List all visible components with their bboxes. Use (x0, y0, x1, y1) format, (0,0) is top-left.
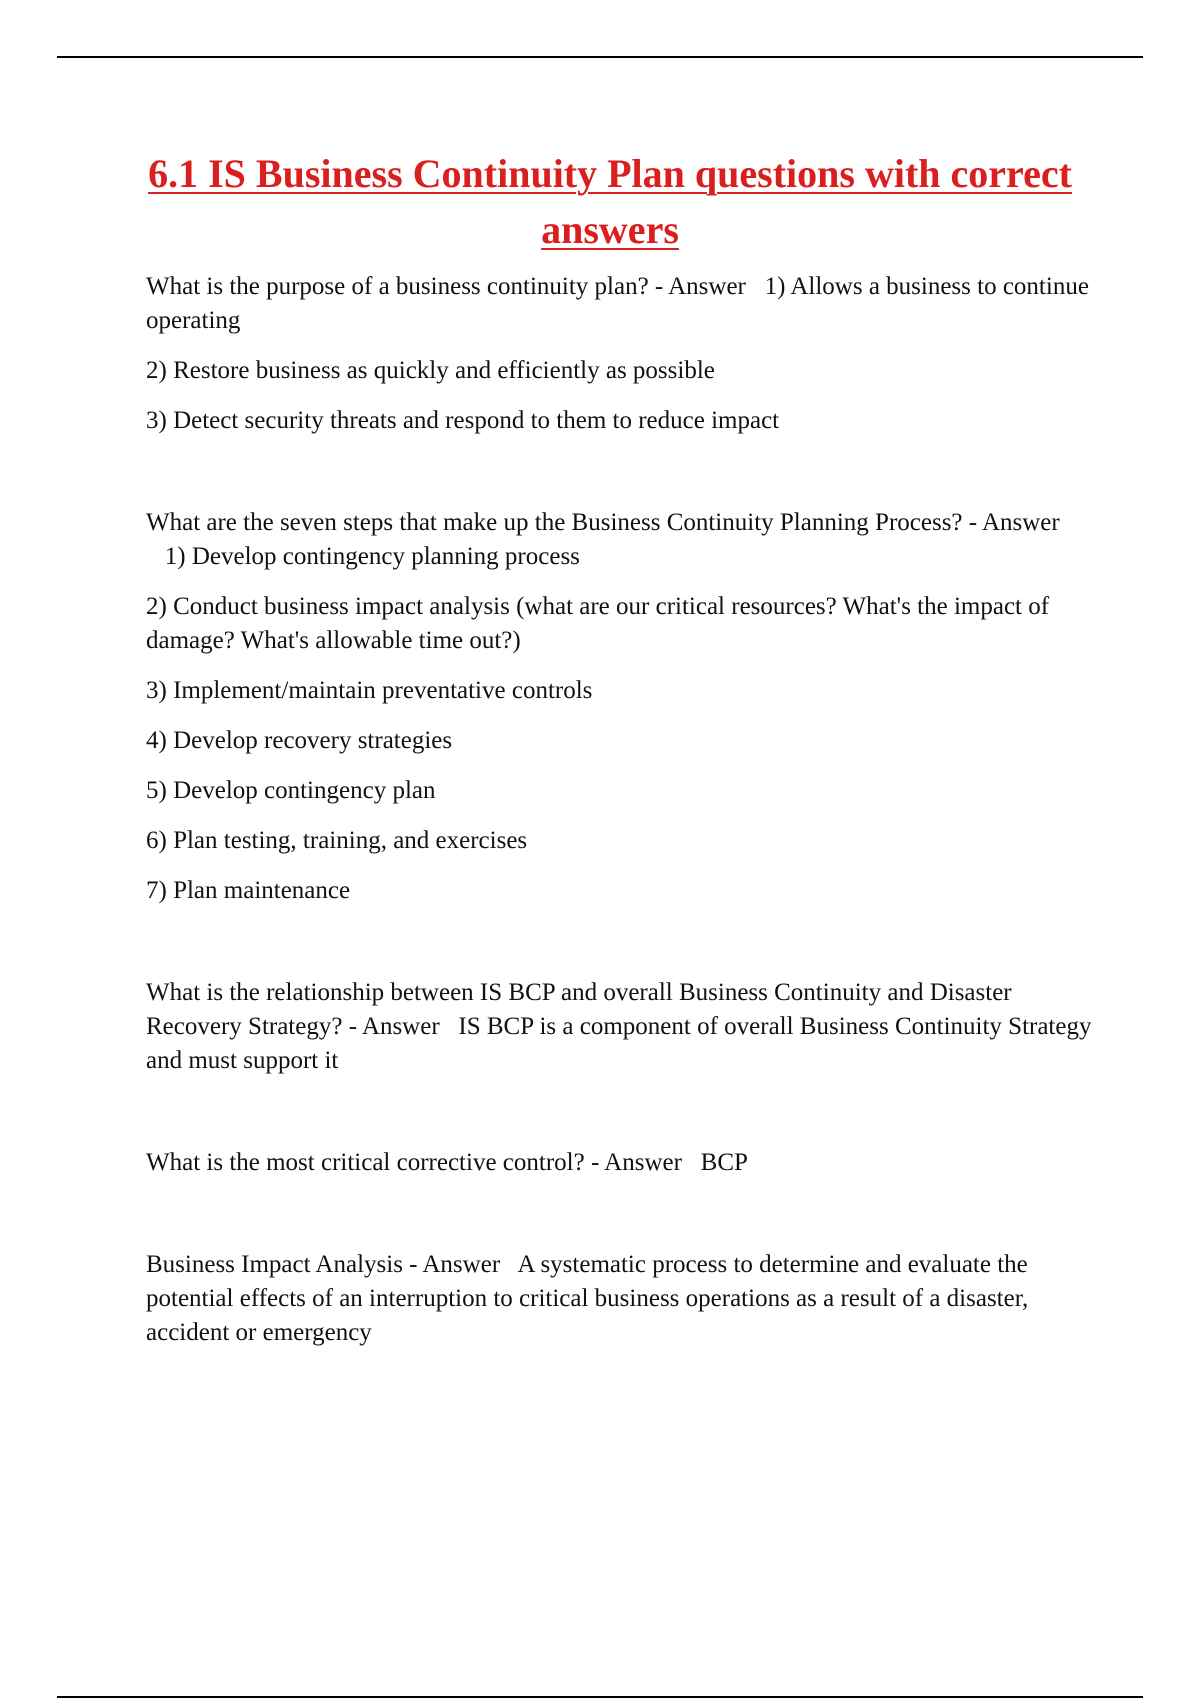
qa-item (146, 506, 1096, 908)
answer-line: 2) Restore business as quickly and efficiently as possible (146, 357, 715, 384)
qa-list (146, 270, 1096, 1418)
question-text: What is the most critical corrective control? - Answer (146, 1149, 682, 1176)
question-text: What is the relationship between IS BCP and overall Business Continuity and Disaster Recovery Strategy? - Answer (146, 979, 1012, 1040)
question-text: Business Impact Analysis - Answer (146, 1251, 501, 1278)
answer-line: 3) Implement/maintain preventative controls (146, 677, 593, 704)
answer-line: 7) Plan maintenance (146, 877, 351, 904)
qa-first-line (146, 1146, 1096, 1180)
answer-line: IS BCP is a component of overall Business Continuity Strategy and must support it (146, 1013, 1092, 1074)
answer-line: A systematic process to determine and evaluate the potential effects of an interruption to critical business operations as a result of a disaster, accident or emergency (146, 1251, 1029, 1346)
answer-line: 4) Develop recovery strategies (146, 727, 453, 754)
document-title: 6.1 IS Business Continuity Plan questions with correct answers (148, 151, 1072, 252)
bottom-divider (57, 1696, 1143, 1698)
qa-item (146, 270, 1096, 438)
qa-first-line (146, 976, 1096, 1078)
answer-line: 2) Conduct business impact analysis (what are our critical resources? What's the impact of damage? What's allowable time out?) (146, 593, 1050, 654)
question-text: What are the seven steps that make up the Business Continuity Planning Process? - Answer (146, 509, 1060, 536)
answer-line: 1) Allows a business to continue operating (146, 273, 1089, 334)
answer-line: 5) Develop contingency plan (146, 777, 436, 804)
answer-line: 3) Detect security threats and respond to them to reduce impact (146, 407, 780, 434)
qa-item (146, 1248, 1096, 1350)
qa-item (146, 976, 1096, 1078)
question-text: What is the purpose of a business continuity plan? - Answer (146, 273, 746, 300)
qa-first-line (146, 1248, 1096, 1350)
qa-first-line (146, 270, 1096, 338)
answer-line: BCP (700, 1149, 748, 1176)
answer-line: 6) Plan testing, training, and exercises (146, 827, 528, 854)
answer-line: 1) Develop contingency planning process (164, 543, 580, 570)
qa-item (146, 1146, 1096, 1180)
qa-first-line (146, 506, 1096, 574)
top-divider (57, 56, 1143, 58)
